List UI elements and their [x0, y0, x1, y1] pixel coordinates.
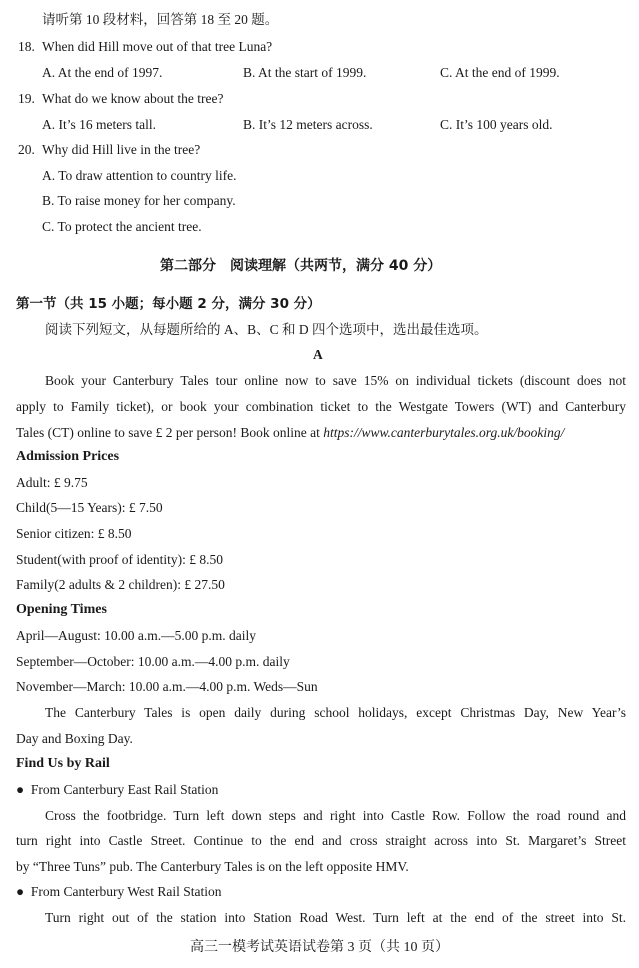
booking-url[interactable]: https://www.canterburytales.org.uk/booking/	[323, 425, 565, 440]
bullet-icon: ●	[16, 884, 25, 899]
question-20-option-b: B. To raise money for her company.	[42, 193, 236, 208]
east-directions-line-2: turn right into Castle Street. Continue to the end and cross straight across into St. Margaret’s Street	[16, 833, 626, 848]
west-station-title: From Canterbury West Rail Station	[30, 884, 222, 899]
question-18-option-b: B. At the start of 1999.	[243, 65, 367, 80]
rail-heading: Find Us by Rail	[16, 756, 110, 771]
question-18-stem: When did Hill move out of that tree Luna?	[42, 39, 273, 54]
intro-line-2: apply to Family ticket), or book your combination ticket to the Westgate Towers (WT) and Canterbury	[16, 399, 626, 414]
east-station-title: From Canterbury East Rail Station	[30, 782, 219, 797]
intro-line-3	[16, 424, 564, 442]
question-18-option-c: C. At the end of 1999.	[440, 65, 560, 80]
price-child: Child(5—15 Years): £ 7.50	[16, 500, 163, 515]
east-directions-line-1: Cross the footbridge. Turn left down steps and right into Castle Row. Follow the road round and	[45, 808, 626, 823]
question-19-option-b: B. It’s 12 meters across.	[243, 117, 373, 132]
listening-intro: 请听第 10 段材料，回答第 18 至 20 题。	[42, 12, 279, 27]
price-senior: Senior citizen: £ 8.50	[16, 526, 132, 541]
passage-letter: A	[313, 347, 323, 362]
intro-line-3-text: Tales (CT) online to save £ 2 per person! Book online at	[16, 425, 320, 440]
opening-heading: Opening Times	[16, 602, 107, 617]
east-station-item	[16, 781, 218, 799]
west-station-item	[16, 883, 222, 901]
question-18-option-a: A. At the end of 1997.	[42, 65, 163, 80]
question-19-number: 19.	[18, 91, 35, 106]
question-20-option-c: C. To protect the ancient tree.	[42, 219, 202, 234]
question-19-option-c: C. It’s 100 years old.	[440, 117, 553, 132]
question-20-option-a: A. To draw attention to country life.	[42, 168, 237, 183]
section-one-heading: 第一节（共 15 小题；每小题 2 分，满分 30 分）	[16, 296, 321, 312]
west-directions-line-1: Turn right out of the station into Station Road West. Turn left at the end of the street into St.	[45, 910, 626, 925]
question-18-number: 18.	[18, 39, 35, 54]
opening-note-line-2: Day and Boxing Day.	[16, 731, 133, 746]
price-student: Student(with proof of identity): £ 8.50	[16, 552, 223, 567]
reading-instructions: 阅读下列短文，从每题所给的 A、B、C 和 D 四个选项中，选出最佳选项。	[45, 322, 488, 337]
question-20-stem: Why did Hill live in the tree?	[42, 142, 201, 157]
opening-april-august: April—August: 10.00 a.m.—5.00 p.m. daily	[16, 628, 256, 643]
part-two-title: 第二部分 阅读理解（共两节，满分 40 分）	[160, 258, 442, 274]
page-footer: 高三一模考试英语试卷第 3 页（共 10 页）	[190, 940, 449, 955]
opening-september-october: September—October: 10.00 a.m.—4.00 p.m. daily	[16, 654, 290, 669]
east-directions-line-3: by “Three Tuns” pub. The Canterbury Tales is on the left opposite HMV.	[16, 859, 409, 874]
question-19-option-a: A. It’s 16 meters tall.	[42, 117, 156, 132]
question-19-stem: What do we know about the tree?	[42, 91, 224, 106]
price-adult: Adult: £ 9.75	[16, 475, 88, 490]
bullet-icon: ●	[16, 782, 25, 797]
price-family: Family(2 adults & 2 children): £ 27.50	[16, 577, 225, 592]
question-20-number: 20.	[18, 142, 35, 157]
intro-line-1: Book your Canterbury Tales tour online now to save 15% on individual tickets (discount does not	[45, 373, 626, 388]
opening-note-line-1: The Canterbury Tales is open daily during school holidays, except Christmas Day, New Year’s	[45, 705, 626, 720]
admission-heading: Admission Prices	[16, 449, 120, 464]
opening-november-march: November—March: 10.00 a.m.—4.00 p.m. Weds—Sun	[16, 679, 318, 694]
